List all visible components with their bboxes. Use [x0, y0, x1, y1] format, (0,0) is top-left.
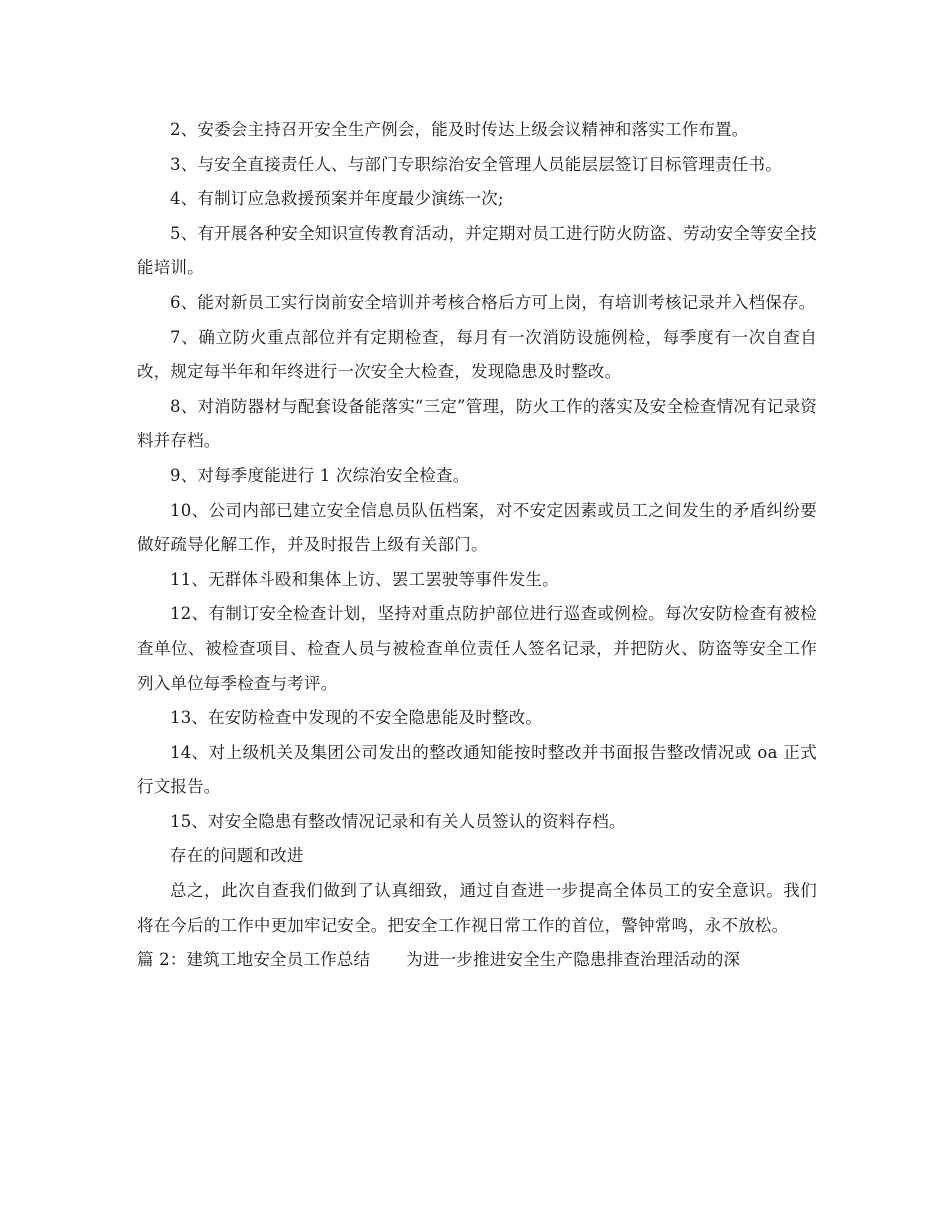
paragraph-item-9: 9、对每季度能进行 1 次综治安全检查。: [170, 465, 470, 485]
paragraph-item-15: 15、对安全隐患有整改情况记录和有关人员签认的资料存档。: [170, 811, 626, 831]
document-body: [137, 113, 817, 978]
paragraph-item-13: 13、在安防检查中发现的不安全隐患能及时整改。: [170, 708, 543, 728]
paragraph-item-7: 7、确立防火重点部位并有定期检查，每月有一次消防设施例检，每季度有一次自查自改，规定每半年和年终进行一次安全大检查，发现隐患及时整改。: [137, 327, 817, 382]
paragraph-item-12: 12、有制订安全检查计划，坚持对重点防护部位进行巡查或例检。每次安防检查有被检查单位、被检查项目、检查人员与被检查单位责任人签名记录，并把防火、防盗等安全工作列入单位每季检查与考评。: [137, 604, 817, 693]
paragraph-conclusion: 总之，此次自查我们做到了认真细致，通过自查进一步提高全体员工的安全意识。我们将在今后的工作中更加牢记安全。把安全工作视日常工作的首位，警钟常鸣，永不放松。: [137, 881, 817, 935]
paragraph-item-8: 8、对消防器材与配套设备能落实“三定”管理，防火工作的落实及安全检查情况有记录资料并存档。: [137, 396, 817, 451]
paragraph-item-6: 6、能对新员工实行岗前安全培训并考核合格后方可上岗，有培训考核记录并入档保存。: [170, 292, 816, 312]
next-article-text: 为进一步推进安全生产隐患排查治理活动的深: [406, 950, 741, 970]
section-heading-problems: 存在的问题和改进: [170, 846, 304, 866]
paragraph-item-14: 14、对上级机关及集团公司发出的整改通知能按时整改并书面报告整改情况或 oa 正式行文报告。: [137, 742, 817, 797]
paragraph-item-4: 4、有制订应急救援预案并年度最少演练一次;: [170, 189, 504, 209]
next-article-line: [137, 943, 817, 978]
paragraph-item-2: 2、安委会主持召开安全生产例会，能及时传达上级会议精神和落实工作布置。: [170, 120, 749, 139]
paragraph-item-11: 11、无群体斗殴和集体上访、罢工罢驶等事件发生。: [170, 569, 559, 589]
next-article-heading: 篇 2：建筑工地安全员工作总结: [137, 950, 371, 970]
paragraph-item-3: 3、与安全直接责任人、与部门专职综治安全管理人员能层层签订目标管理责任书。: [170, 154, 782, 174]
paragraph-item-10: 10、公司内部已建立安全信息员队伍档案，对不安定因素或员工之间发生的矛盾纠纷要做好疏导化解工作，并及时报告上级有关部门。: [137, 500, 817, 555]
paragraph-item-5: 5、有开展各种安全知识宣传教育活动，并定期对员工进行防火防盗、劳动安全等安全技能培训。: [137, 223, 817, 278]
